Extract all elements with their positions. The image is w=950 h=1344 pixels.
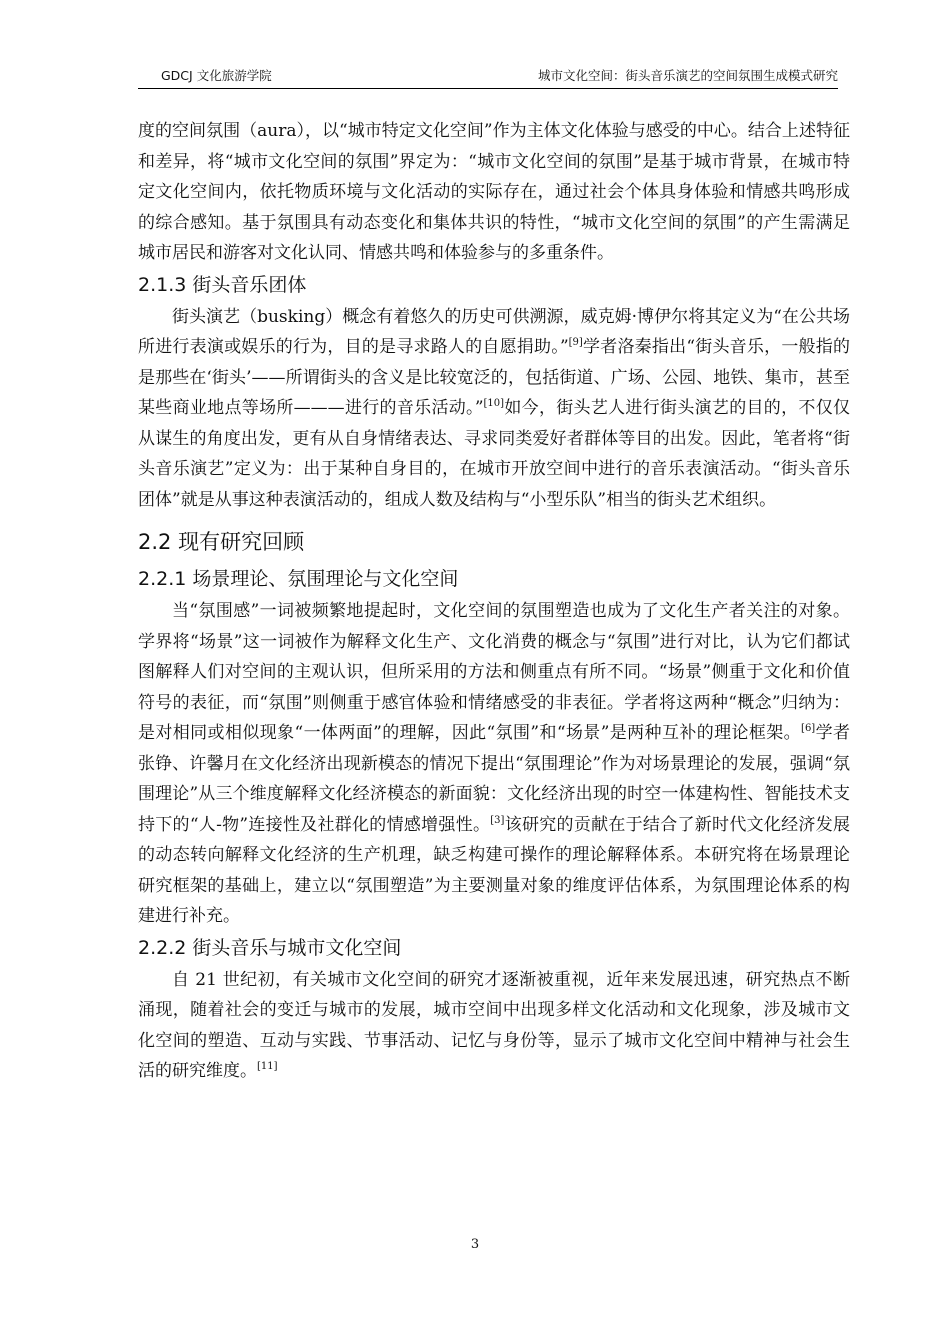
section-heading-2-2-1: 2.2.1 场景理论、氛围理论与文化空间	[138, 568, 459, 590]
paragraph-scene-theory	[138, 596, 850, 932]
paragraph-busking	[138, 302, 850, 516]
paragraph-text: 当“氛围感”一词被频繁地提起时，文化空间的氛围塑造也成为了文化生产者关注的对象。学界将“场景”这一词被作为解释文化生产、文化消费的概念与“氛围”进行对比，认为它们都试图解释人们对空间的主观认识，但所采用的方法和侧重点有所不同。“场景”侧重于文化和价值符号的表征，而“氛围”则侧重于感官体验和情绪感受的非表征。学者将这两种“概念”归纳为：是对相同或相似现象“一体两面”的理解，因此“氛围”和“场景”是两种互补的理论框架。	[138, 601, 850, 743]
section-heading-2-2: 2.2 现有研究回顾	[138, 530, 305, 554]
paragraph-text: 该研究的贡献在于结合了新时代文化经济发展的动态转向解释文化经济的生产机理，缺乏构建可操作的理论解释体系。本研究将在场景理论研究框架的基础上，建立以“氛围塑造”为主要测量对象的维度评估体系，为氛围理论体系的构建进行补充。	[138, 814, 850, 926]
citation-ref: [9]	[568, 337, 583, 348]
paragraph-text: 学者张铮、许馨月在文化经济出现新模态的情况下提出“氛围理论”作为对场景理论的发展，强调“氛围理论”从三个维度解释文化经济模态的新面貌：文化经济出现的时空一体建构性、智能技术支持下的“人-物”连接性及社群化的情感增强性。	[138, 723, 850, 835]
paragraph-text: 街头演艺（busking）概念有着悠久的历史可供溯源，威克姆·博伊尔将其定义为“在公共场所进行表演或娱乐的行为，目的是寻求路人的自愿捐助。”	[138, 306, 850, 357]
citation-ref: [10]	[483, 398, 505, 409]
paragraph-text: 学者洛秦指出“街头音乐，一般指的是那些在‘街头’——所谓街头的含义是比较宽泛的，包括街道、广场、公园、地铁、集市，甚至某些商业地点等场所———进行的音乐活动。”	[138, 337, 850, 418]
citation-ref: [11]	[257, 1061, 278, 1072]
body-text	[138, 116, 850, 1087]
section-heading-2-1-3: 2.1.3 街头音乐团体	[138, 273, 307, 296]
citation-ref: [6]	[801, 723, 816, 734]
page-number: 3	[470, 1237, 480, 1252]
paragraph-text: 自 21 世纪初，有关城市文化空间的研究才逐渐被重视，近年来发展迅速，研究热点不断涌现，随着社会的变迁与城市的发展，城市空间中出现多样文化活动和文化现象，涉及城市文化空间的塑造、互动与实践、节事活动、记忆与身份等，显示了城市文化空间中精神与社会生活的研究维度。	[138, 969, 850, 1081]
paragraph-continued: 度的空间氛围（aura），以“城市特定文化空间”作为主体文化体验与感受的中心。结合上述特征和差异，将“城市文化空间的氛围”界定为：“城市文化空间的氛围”是基于城市背景，在城市特定文化空间内，依托物质环境与文化活动的实际存在，通过社会个体具身体验和情感共鸣形成的综合感知。基于氛围具有动态变化和集体共识的特性，“城市文化空间的氛围”的产生需满足城市居民和游客对文化认同、情感共鸣和体验参与的多重条件。	[138, 121, 850, 263]
running-header	[138, 66, 838, 89]
paragraph-street-music	[138, 965, 850, 1087]
citation-ref: [3]	[490, 814, 505, 826]
paragraph-text: 如今，街头艺人进行街头演艺的目的，不仅仅从谋生的角度出发，更有从自身情绪表达、寻求同类爱好者群体等目的出发。因此，笔者将“街头音乐演艺”定义为：出于某种自身目的，在城市开放空间中进行的音乐表演活动。“街头音乐团体”就是从事这种表演活动的，组成人数及结构与“小型乐队”相当的街头艺术组织。	[138, 398, 850, 510]
header-institution: GDCJ 文化旅游学院	[161, 68, 272, 83]
section-heading-2-2-2: 2.2.2 街头音乐与城市文化空间	[138, 936, 402, 959]
header-paper-title: 城市文化空间：街头音乐演艺的空间氛围生成模式研究	[537, 68, 838, 83]
